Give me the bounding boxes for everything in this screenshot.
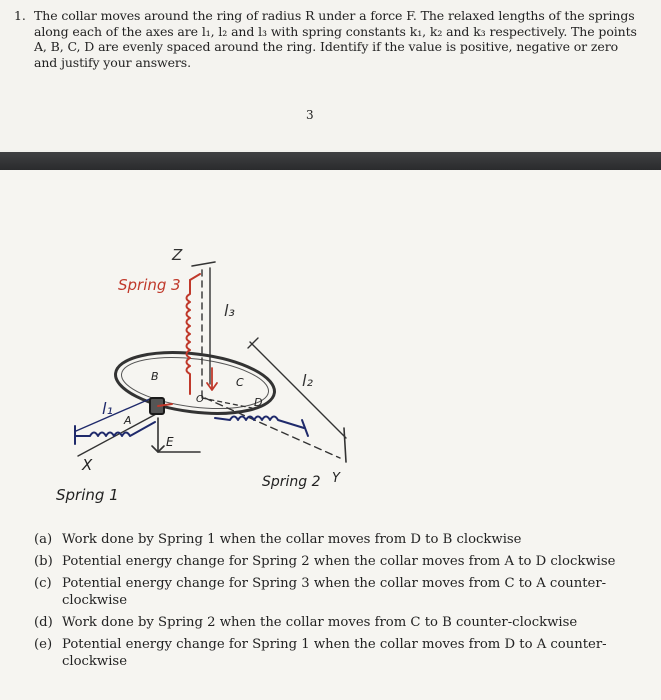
spring1-coil — [75, 422, 155, 436]
label-y-axis: Y — [332, 471, 340, 486]
label-origin: O — [196, 394, 204, 405]
l2-line — [250, 342, 346, 438]
question-text: Potential energy change for Spring 2 when the collar moves from A to D clockwise — [62, 554, 616, 569]
label-x-axis: X — [82, 456, 93, 474]
question-text: Potential energy change for Spring 3 when the collar moves from C to A counter-clockwise — [62, 576, 607, 608]
y-axis-line — [205, 398, 340, 458]
question-label: (b) — [34, 554, 53, 569]
page-divider — [0, 152, 661, 170]
question-c — [34, 575, 644, 609]
page-number: 3 — [306, 108, 314, 122]
l1-line — [76, 398, 152, 431]
z-axis-cap — [192, 262, 215, 266]
spring-ring-diagram — [40, 238, 420, 518]
label-point-d: D — [254, 396, 263, 409]
question-label: (c) — [34, 576, 52, 591]
label-point-c: C — [236, 376, 244, 389]
spring3-tie — [190, 274, 200, 280]
label-spring1: Spring 1 — [56, 486, 119, 504]
question-e — [34, 636, 644, 670]
label-l1: l₁ — [102, 399, 113, 418]
radius-line — [202, 398, 252, 408]
ring-inner — [119, 350, 272, 416]
question-a — [34, 531, 644, 548]
label-point-e: E — [166, 435, 174, 449]
label-l3: l₃ — [224, 301, 235, 320]
question-text: Potential energy change for Spring 1 when the collar moves from D to A counter-clockwise — [62, 637, 607, 669]
label-spring2: Spring 2 — [262, 474, 321, 490]
question-label: (d) — [34, 615, 53, 630]
ring — [112, 344, 278, 421]
problem-text: The collar moves around the ring of radius R under a force F. The relaxed lengths of the springs along each of the axes are l₁, l₂ and l₃ with spring constants k₁, k₂ and k₃ respectively. The points A, B, C, D are evenly spaced around the ring. Identify if the value is positive, negative or zero and justify your answers. — [34, 8, 637, 70]
y-axis-cap — [344, 428, 346, 462]
question-text: Work done by Spring 2 when the collar moves from C to B counter-clockwise — [62, 615, 578, 630]
question-list — [34, 531, 644, 675]
label-point-b: B — [151, 370, 159, 383]
problem-number: 1. — [14, 8, 26, 23]
problem-statement — [14, 8, 642, 70]
question-text: Work done by Spring 1 when the collar moves from D to B clockwise — [62, 532, 522, 547]
label-spring3: Spring 3 — [118, 276, 181, 294]
label-point-a: A — [124, 414, 132, 427]
l2-tick — [248, 338, 258, 348]
question-label: (a) — [34, 532, 53, 547]
force-arrow — [158, 418, 200, 452]
question-b — [34, 553, 644, 570]
spring3-coil — [187, 280, 191, 394]
upper-page — [0, 0, 661, 150]
label-l2: l₂ — [302, 371, 313, 390]
question-d — [34, 614, 644, 631]
label-z-axis: Z — [172, 246, 183, 264]
question-label: (e) — [34, 637, 53, 652]
